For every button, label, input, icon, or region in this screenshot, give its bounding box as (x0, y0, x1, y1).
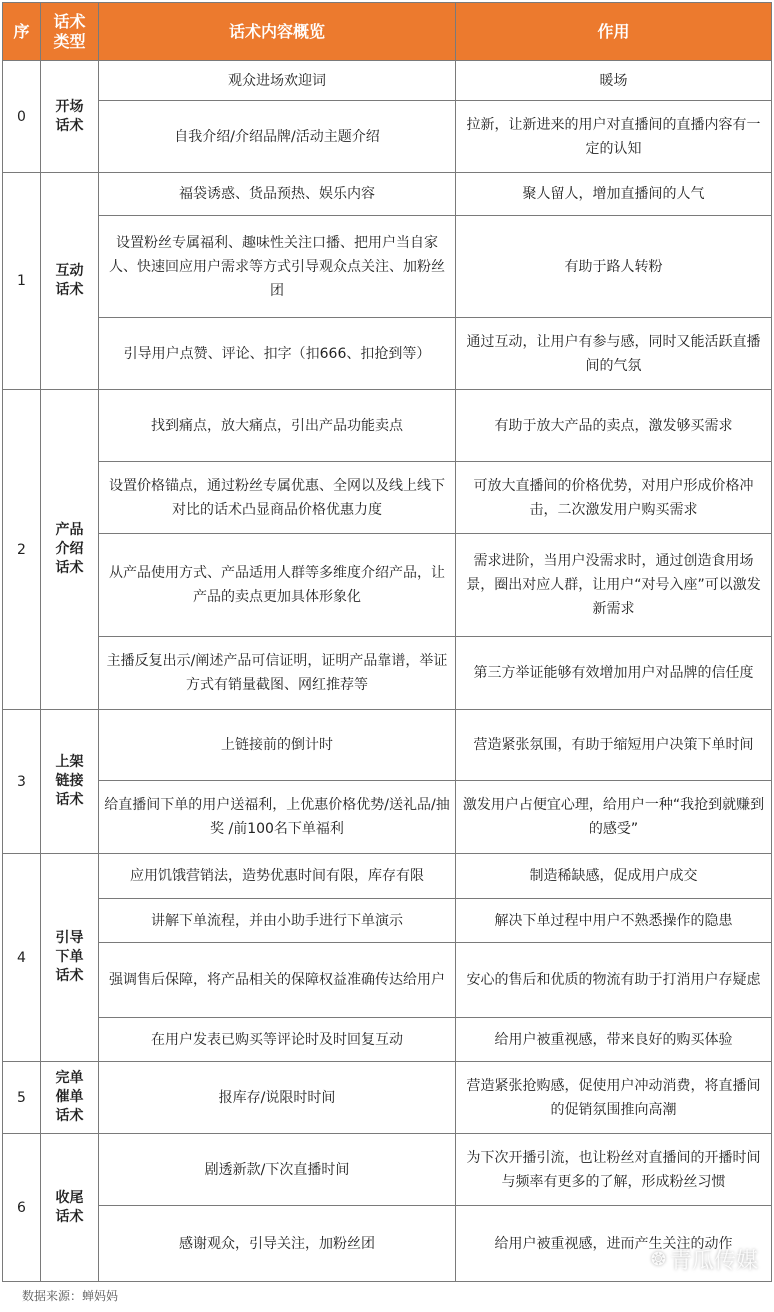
speech-type (41, 61, 99, 173)
data-source-note: 数据来源：蝉妈妈 (22, 1289, 119, 1303)
row-number: 4 (3, 854, 41, 1062)
table-row (3, 1134, 772, 1206)
content-cell: 观众进场欢迎词 (99, 61, 456, 101)
header-effect: 作用 (456, 3, 772, 61)
content-cell: 福袋诱惑、货品预热、娱乐内容 (99, 173, 456, 216)
content-cell: 剧透新款/下次直播时间 (99, 1134, 456, 1206)
table-row (3, 899, 772, 943)
effect-cell: 聚人留人，增加直播间的人气 (456, 173, 772, 216)
content-cell: 在用户发表已购买等评论时及时回复互动 (99, 1018, 456, 1062)
speech-type (41, 854, 99, 1062)
effect-cell: 有助于放大产品的卖点，激发够买需求 (456, 390, 772, 462)
content-cell: 主播反复出示/阐述产品可信证明，证明产品靠谱，举证方式有销量截图、网红推荐等 (99, 637, 456, 710)
effect-cell: 通过互动，让用户有参与感，同时又能活跃直播间的气氛 (456, 318, 772, 390)
content-cell: 设置粉丝专属福利、趣味性关注口播、把用户当自家人、快速回应用户需求等方式引导观众点关注、加粉丝团 (99, 216, 456, 318)
content-cell: 报库存/说限时时间 (99, 1062, 456, 1134)
content-cell: 强调售后保障，将产品相关的保障权益准确传达给用户 (99, 943, 456, 1018)
header-type-label: 话术类型 (53, 11, 86, 51)
effect-cell: 营造紧张氛围，有助于缩短用户决策下单时间 (456, 710, 772, 781)
speech-type (41, 390, 99, 710)
effect-cell: 激发用户占便宜心理，给用户一种“我抢到就赚到的感受” (456, 781, 772, 854)
table-row (3, 61, 772, 101)
speech-type-label: 互动话术 (55, 263, 84, 298)
content-cell: 自我介绍/介绍品牌/活动主题介绍 (99, 101, 456, 173)
effect-cell: 拉新，让新进来的用户对直播间的直播内容有一定的认知 (456, 101, 772, 173)
table-row (3, 534, 772, 637)
content-cell: 讲解下单流程，并由小助手进行下单演示 (99, 899, 456, 943)
watermark-text: 青瓜传媒 (669, 1249, 758, 1274)
speech-type-label: 引导下单话术 (55, 930, 84, 984)
speech-type (41, 1062, 99, 1134)
row-number: 1 (3, 173, 41, 390)
table-row (3, 173, 772, 216)
table-row (3, 216, 772, 318)
effect-cell: 第三方举证能够有效增加用户对品牌的信任度 (456, 637, 772, 710)
table-row (3, 637, 772, 710)
speech-type-label: 收尾话术 (55, 1189, 84, 1225)
table-row (3, 710, 772, 781)
table-row (3, 1018, 772, 1062)
table-row (3, 854, 772, 899)
row-number: 2 (3, 390, 41, 710)
content-cell: 应用饥饿营销法，造势优惠时间有限，库存有限 (99, 854, 456, 899)
speech-table (2, 2, 772, 1282)
table-row (3, 318, 772, 390)
content-cell: 上链接前的倒计时 (99, 710, 456, 781)
wechat-icon: ❂ (650, 1249, 666, 1270)
header-seq: 序 (3, 3, 41, 61)
effect-cell: 营造紧张抢购感，促使用户冲动消费，将直播间的促销氛围推向高潮 (456, 1062, 772, 1134)
effect-cell: 有助于路人转粉 (456, 216, 772, 318)
row-number: 6 (3, 1134, 41, 1282)
content-cell: 从产品使用方式、产品适用人群等多维度介绍产品，让产品的卖点更加具体形象化 (99, 534, 456, 637)
content-cell: 设置价格锚点，通过粉丝专属优惠、全网以及线上线下对比的话术凸显商品价格优惠力度 (99, 462, 456, 534)
effect-cell: 给用户被重视感，进而产生关注的动作 (456, 1206, 772, 1282)
watermark (651, 1244, 758, 1275)
table-row (3, 943, 772, 1018)
effect-cell: 给用户被重视感，带来良好的购买体验 (456, 1018, 772, 1062)
speech-type-label: 产品介绍话术 (55, 522, 84, 576)
row-number: 5 (3, 1062, 41, 1134)
effect-cell: 需求进阶，当用户没需求时，通过创造食用场景，圈出对应人群，让用户“对号入座”可以激发新需求 (456, 534, 772, 637)
content-cell: 感谢观众，引导关注，加粉丝团 (99, 1206, 456, 1282)
speech-type-label: 完单催单话术 (55, 1070, 84, 1124)
table-row (3, 1062, 772, 1134)
header-content: 话术内容概览 (99, 3, 456, 61)
header-type (41, 3, 99, 61)
effect-cell: 制造稀缺感，促成用户成交 (456, 854, 772, 899)
row-number: 3 (3, 710, 41, 854)
content-cell: 引导用户点赞、评论、扣字（扣666、扣抢到等） (99, 318, 456, 390)
row-number: 0 (3, 61, 41, 173)
table-row (3, 101, 772, 173)
speech-type (41, 710, 99, 854)
table-row (3, 781, 772, 854)
effect-cell: 为下次开播引流，也让粉丝对直播间的开播时间与频率有更多的了解，形成粉丝习惯 (456, 1134, 772, 1206)
effect-cell: 安心的售后和优质的物流有助于打消用户存疑虑 (456, 943, 772, 1018)
header-row (3, 3, 772, 61)
content-cell: 找到痛点，放大痛点，引出产品功能卖点 (99, 390, 456, 462)
speech-type (41, 1134, 99, 1282)
speech-type-label: 开场话术 (55, 98, 84, 134)
effect-cell: 解决下单过程中用户不熟悉操作的隐患 (456, 899, 772, 943)
effect-cell: 可放大直播间的价格优势，对用户形成价格冲击，二次激发用户购买需求 (456, 462, 772, 534)
table-row (3, 462, 772, 534)
effect-cell: 暖场 (456, 61, 772, 101)
table-row (3, 390, 772, 462)
content-cell: 给直播间下单的用户送福利，上优惠价格优势/送礼品/抽奖 /前100名下单福利 (99, 781, 456, 854)
speech-type-label: 上架链接话术 (55, 754, 84, 808)
speech-type (41, 173, 99, 390)
